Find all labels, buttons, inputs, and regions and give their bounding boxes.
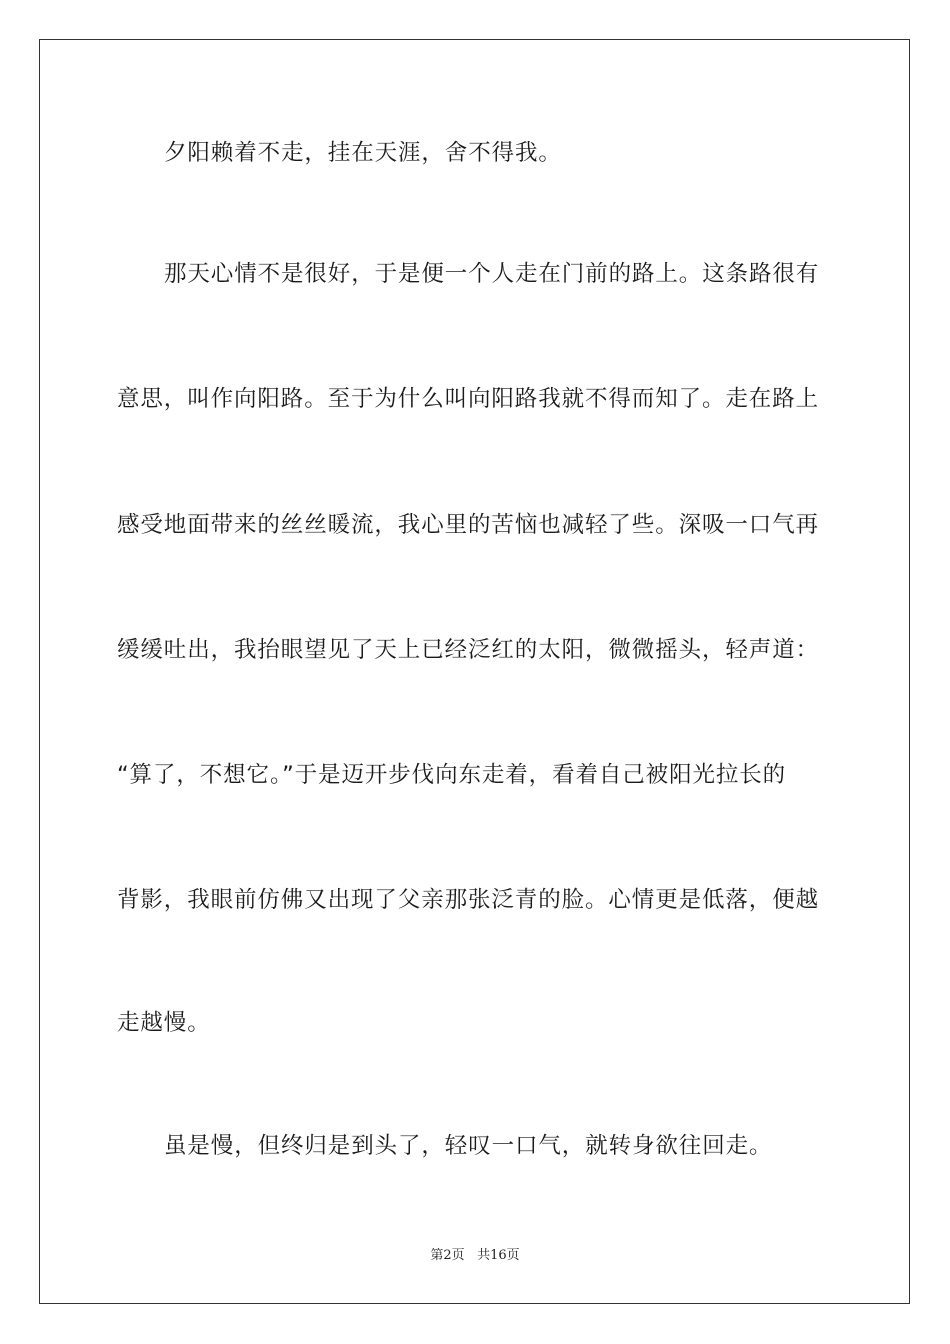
paragraph-2-line-2: 意思，叫作向阳路。至于为什么叫向阳路我就不得而知了。走在路上 (117, 386, 820, 412)
page-number: 第2页 (430, 1248, 465, 1263)
page-footer (0, 1247, 950, 1265)
paragraph-2-line-1: 那天心情不是很好，于是便一个人走在门前的路上。这条路很有 (164, 261, 820, 287)
paragraph-2-line-5: “算了，不想它。”于是迈开步伐向东走着，看着自己被阳光拉长的 (117, 762, 787, 788)
page-total: 共16页 (477, 1248, 520, 1263)
paragraph-2-line-7: 走越慢。 (117, 1010, 211, 1036)
paragraph-2-line-4: 缓缓吐出，我抬眼望见了天上已经泛红的太阳，微微摇头，轻声道： (117, 637, 820, 663)
paragraph-1-line-1: 夕阳赖着不走，挂在天涯，舍不得我。 (164, 140, 562, 166)
paragraph-2-line-6: 背影，我眼前仿佛又出现了父亲那张泛青的脸。心情更是低落，便越 (117, 887, 820, 913)
page-border (39, 39, 910, 1304)
paragraph-3-line-1: 虽是慢，但终归是到头了，轻叹一口气，就转身欲往回走。 (164, 1133, 773, 1159)
paragraph-2-line-3: 感受地面带来的丝丝暖流，我心里的苦恼也减轻了些。深吸一口气再 (117, 512, 820, 538)
